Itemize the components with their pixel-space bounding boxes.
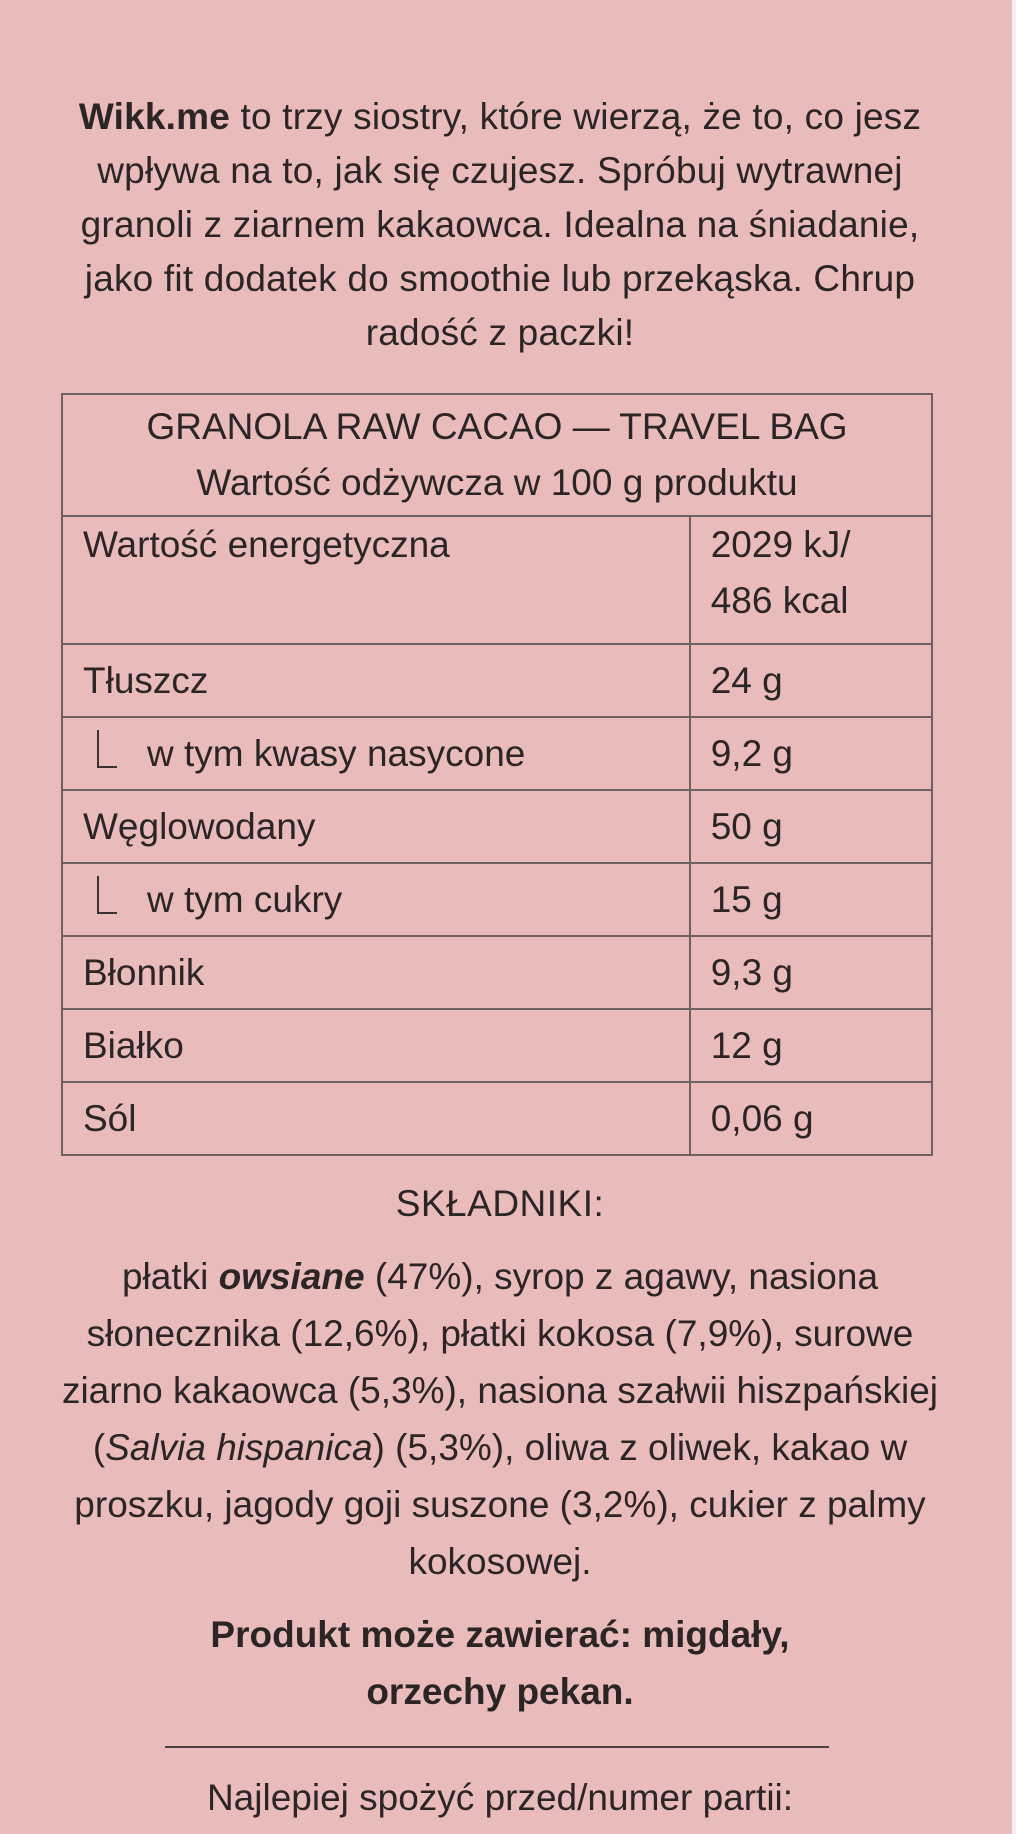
nutrient-value: 15 g [690, 863, 932, 936]
ingredients-part-1: płatki [121, 1256, 219, 1297]
nutrient-value: 9,3 g [690, 936, 932, 1009]
table-row [62, 1009, 932, 1082]
table-row [62, 863, 932, 936]
nutrition-header-row [62, 394, 932, 516]
nutrient-value: 12 g [690, 1009, 932, 1082]
ingredients-list [60, 1248, 940, 1590]
table-row [62, 516, 932, 644]
nutrition-header [62, 394, 932, 516]
intro-paragraph [60, 90, 940, 360]
sub-item-marker [97, 876, 117, 914]
nutrient-name: Białko [62, 1009, 690, 1082]
divider [165, 1746, 829, 1748]
nutrient-name: w tym cukry [147, 879, 343, 920]
allergen-line-2: orzechy pekan. [366, 1671, 634, 1712]
ingredients-heading: SKŁADNIKI: [395, 1183, 605, 1224]
nutrition-table [61, 393, 933, 1156]
energy-kj: 2029 kJ/ [710, 524, 851, 565]
table-row [62, 1082, 932, 1155]
nutrient-value: 0,06 g [690, 1082, 932, 1155]
nutrition-subtitle: Wartość odżywcza w 100 g produktu [196, 462, 798, 503]
nutrient-value: 24 g [690, 644, 932, 717]
product-name: GRANOLA RAW CACAO — TRAVEL BAG [146, 406, 848, 447]
nutrient-sub-row [62, 717, 690, 790]
nutrient-name: Węglowodany [62, 790, 690, 863]
table-row [62, 790, 932, 863]
sub-item-marker [97, 730, 117, 768]
nutrient-name: Sól [62, 1082, 690, 1155]
nutrient-name: Błonnik [62, 936, 690, 1009]
nutrient-name: Tłuszcz [62, 644, 690, 717]
nutrient-name: w tym kwasy nasycone [147, 733, 526, 774]
ingredients-part-2: (47%), syrop z agawy, nasiona słonecznika (12,6%), płatki kokosa (7,9%), surowe ziarno kakaowca (5,3%), nasiona szałwii hiszpańskiej ( [61, 1256, 939, 1468]
ingredients-part-3: ) (5,3%), oliwa z oliwek, kakao w proszku, jagody goji suszone (3,2%), cukier z palmy kokosowej. [74, 1427, 926, 1582]
nutrient-value [690, 516, 932, 644]
brand-name: Wikk.me [78, 96, 231, 137]
nutrient-value: 50 g [690, 790, 932, 863]
nutrient-name: Wartość energetyczna [62, 516, 690, 644]
table-row [62, 717, 932, 790]
nutrient-value: 9,2 g [690, 717, 932, 790]
energy-kcal: 486 kcal [710, 580, 849, 621]
allergen-warning [60, 1606, 940, 1720]
table-row [62, 644, 932, 717]
page-edge [1012, 0, 1016, 1834]
nutrient-sub-row [62, 863, 690, 936]
table-row [62, 936, 932, 1009]
allergen-line-1: Produkt może zawierać: migdały, [210, 1614, 790, 1655]
intro-text: to trzy siostry, które wierzą, że to, co jesz wpływa na to, jak się czujesz. Spróbuj wytrawnej granoli z ziarnem kakaowca. Idealna na śniadanie, jako fit dodatek do smoothie lub przekąska. Chrup radość z paczki! [80, 96, 922, 353]
latin-name: Salvia hispanica [105, 1427, 373, 1468]
best-before-label: Najlepiej spożyć przed/numer partii: [206, 1777, 794, 1818]
ingredient-allergen-highlight: owsiane [218, 1256, 365, 1297]
